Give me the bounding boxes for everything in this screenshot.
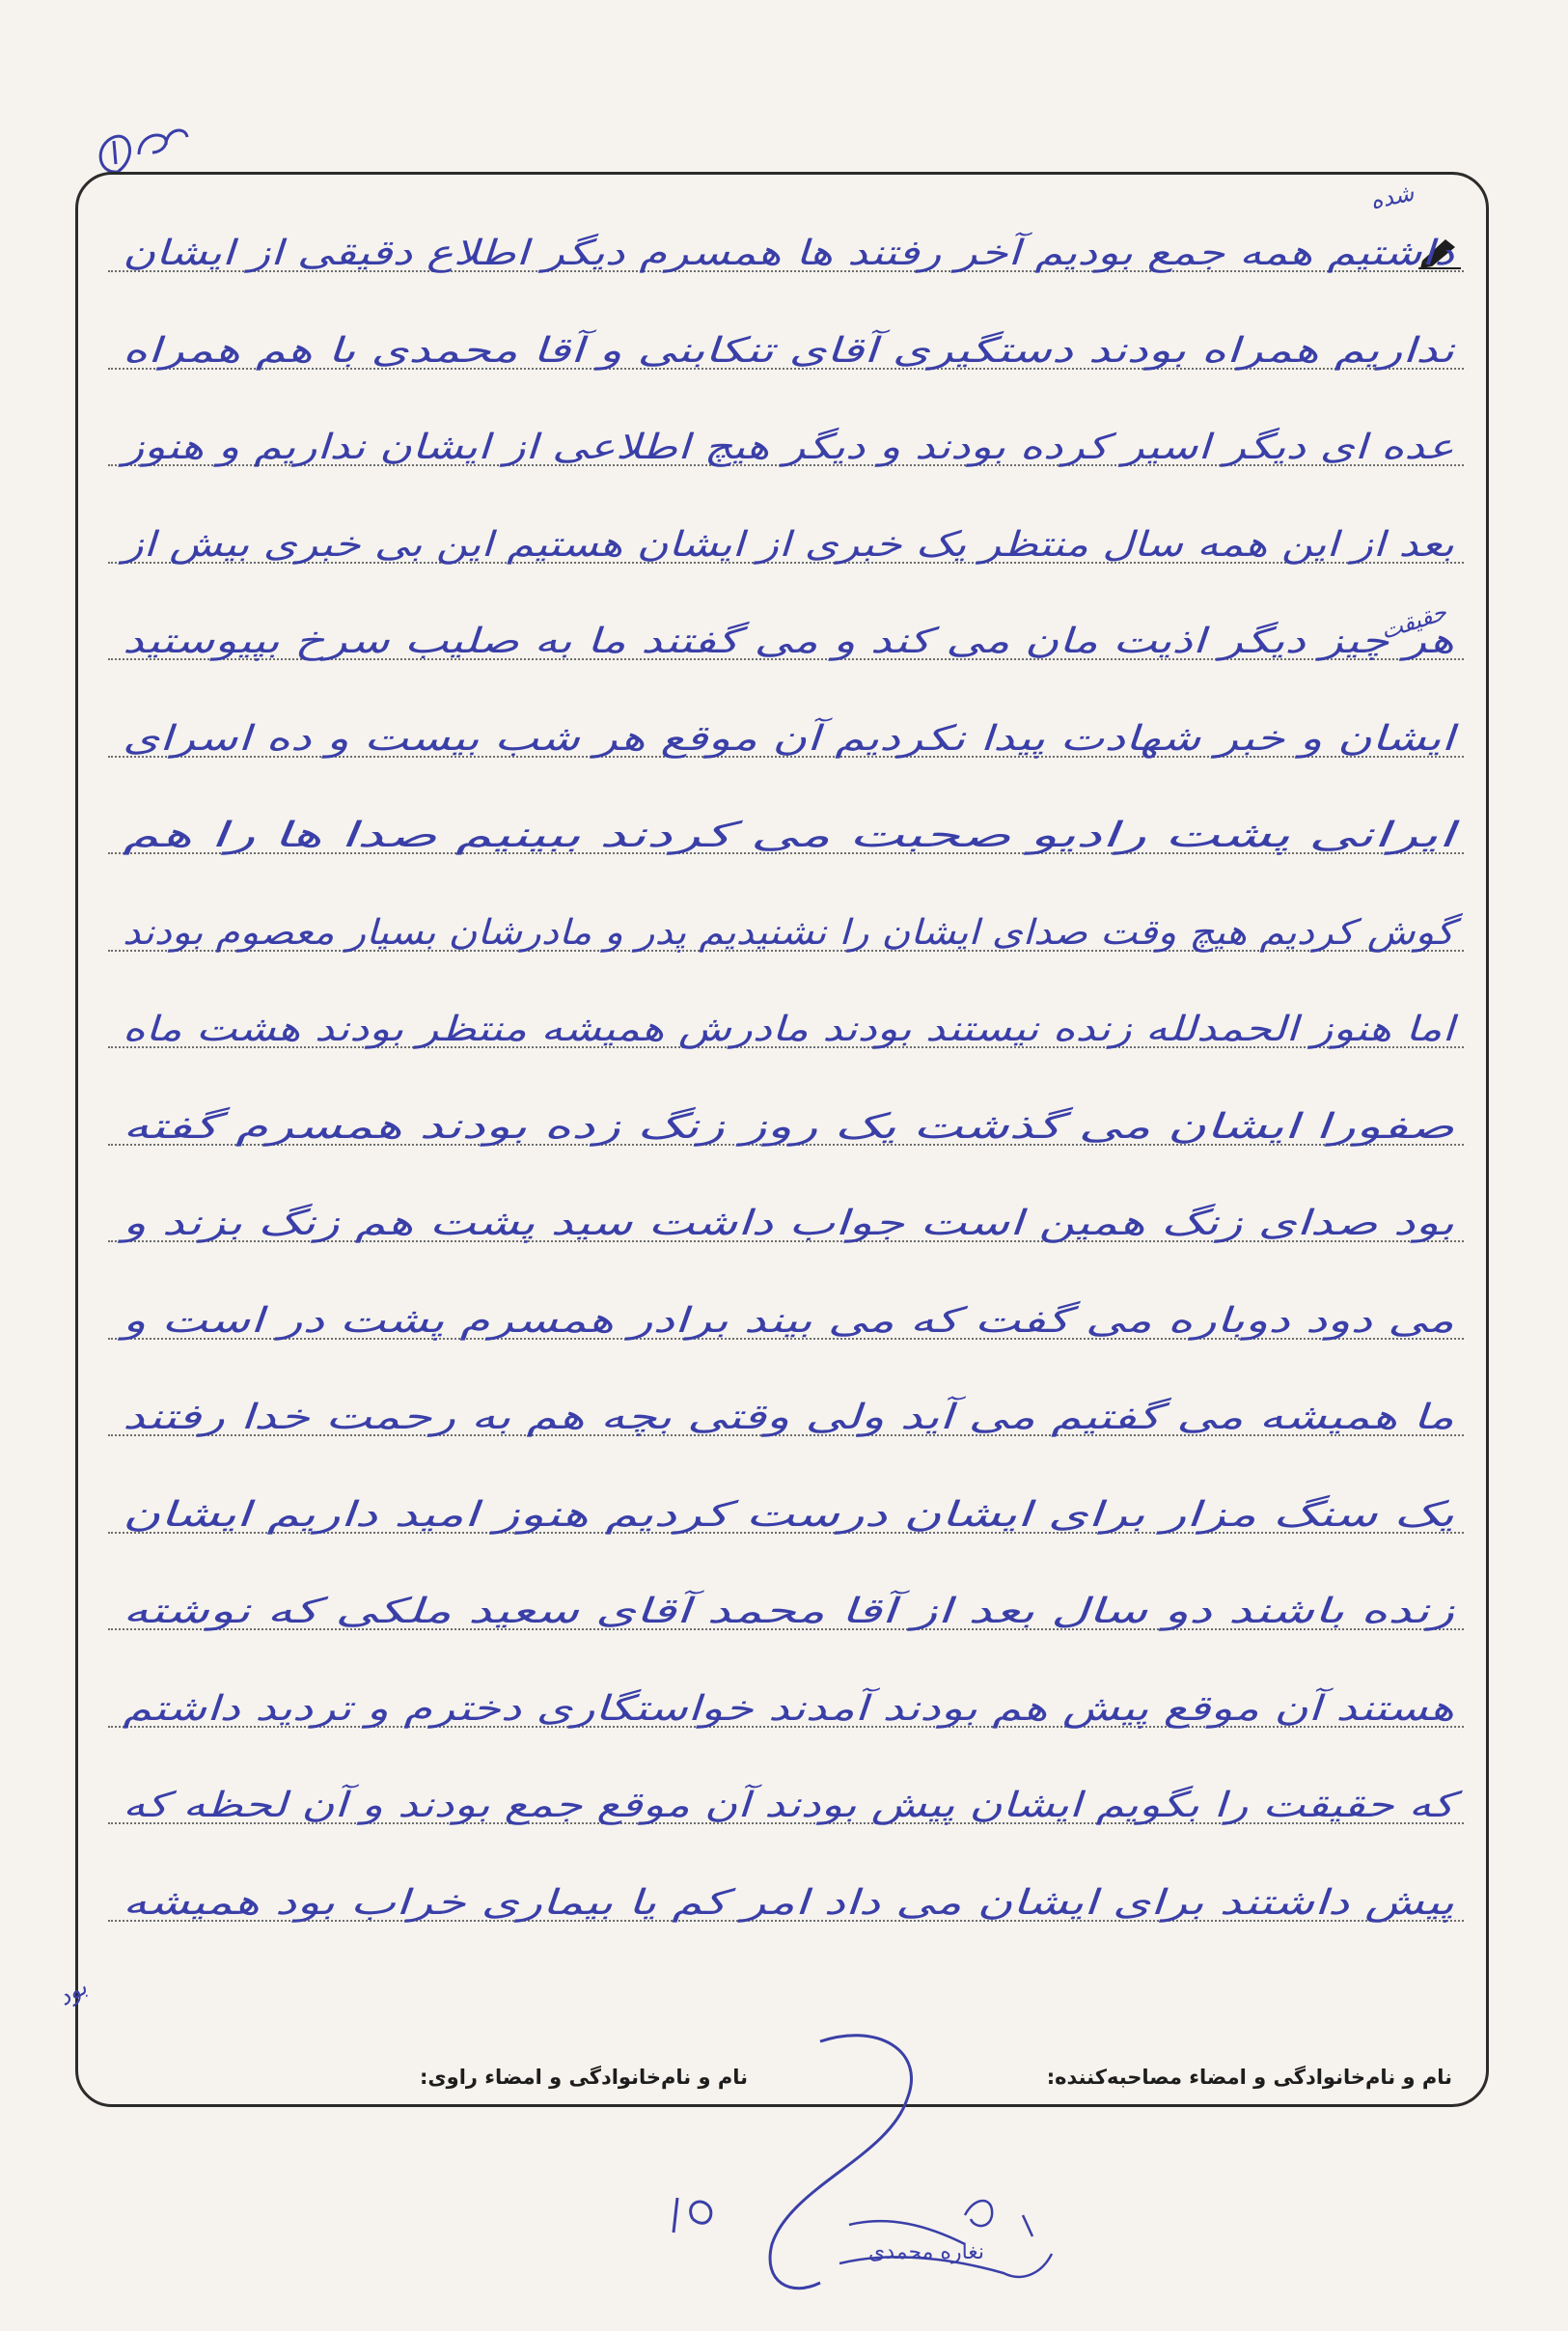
handwritten-line [108,589,1469,676]
margin-note: شده [1367,179,1417,215]
bottom-page-mark [656,2177,724,2244]
handwritten-line-text: زنده باشند دو سال بعد از آقا محمد آقای سعید ملکی که نوشته [123,1592,1019,1631]
handwritten-line [108,977,1469,1064]
handwritten-line-text: نداریم همراه بودند دستگیری آقای تنکابنی و آقا محمدی با هم همراه [123,330,1089,371]
handwritten-line-text: ما همیشه می گفتیم می آید ولی وقتی بچه هم به رحمت خدا رفتند [123,1398,1069,1437]
interviewer-signature-label: نام و نام‌خانوادگی و امضاء مصاحبه‌کننده: [1046,2066,1452,2089]
handwritten-line-text: بعد از این همه سال منتظر یک خبری از ایشان هستیم این بی خبری بیش از [118,524,1454,565]
handwritten-line-text: هستند آن موقع پیش هم بودند آمدند خواستگاری دخترم و تردید داشتم [123,1688,1118,1729]
handwritten-line [108,201,1469,288]
handwritten-line-text: ایرانی پشت رادیو صحبت می کردند ببینیم صدا ها را هم [123,816,1461,855]
margin-note: حقیقت [1377,597,1450,646]
handwritten-line-text: اما هنوز الحمدلله زنده نیستند بودند مادرش همیشه منتظر بودند هشت ماه [123,1010,1460,1049]
handwritten-line [108,686,1469,773]
handwritten-line-text: که حقیقت را بگویم ایشان پیش بودند آن موقع جمع بودند و آن لحظه که [123,1786,1147,1825]
narrator-signature-label: نام و نام‌خانوادگی و امضاء راوی: [420,2066,748,2089]
handwritten-line [108,298,1469,385]
handwritten-line-text: هر چیز دیگر اذیت مان می کند و می گفتند ما به صلیب سرخ بپیوستید [123,622,1114,661]
handwritten-line [108,1656,1469,1743]
handwritten-line [108,1559,1469,1646]
handwritten-line-text: گوش کردیم هیچ وقت صدای ایشان را نشنیدیم پدر و مادرشان بسیار معصوم بودند [123,912,1299,953]
handwritten-line [108,783,1469,870]
handwritten-line [108,1171,1469,1258]
handwritten-line-text: یک سنگ مزار برای ایشان درست کردیم هنوز امید داریم ایشان [123,1494,1022,1535]
handwritten-line [108,1462,1469,1549]
handwritten-line-text: داشتیم همه جمع بودیم آخر رفتند ها همسرم دیگر اطلاع دقیقی از ایشان [123,234,1153,273]
handwritten-line-text: بود صدای زنگ همین است جواب داشت سید پشت هم زنگ بزند و [123,1204,1064,1243]
handwritten-line-text: پیش داشتند برای ایشان می داد امر کم یا بیماری خراب بود همیشه [123,1882,1454,1923]
handwritten-line [108,880,1469,967]
handwritten-line-text: ایشان و خبر شهادت پیدا نکردیم آن موقع هر شب بیست و ده اسرای [123,718,1107,759]
signature-name: نغاره محمدی [867,2240,985,2264]
handwritten-line [108,1074,1469,1161]
margin-note: بود [52,1973,92,2012]
handwritten-line [108,395,1469,482]
handwritten-line [108,1753,1469,1840]
interviewer-signature [733,2022,1081,2312]
handwritten-line-text: می دود دوباره می گفت که می بیند برادر همسرم پشت در است و [123,1300,1074,1341]
handwritten-line-text: صفورا ایشان می گذشت یک روز زنگ زده بودند همسرم گفته [123,1106,1001,1147]
handwritten-line [108,1365,1469,1452]
handwritten-line [108,1850,1469,1937]
handwritten-line [108,1268,1469,1355]
handwritten-line [108,492,1469,579]
handwritten-line-text: عده ای دیگر اسیر کرده بودند و دیگر هیچ اطلاعی از ایشان نداریم و هنوز [123,428,1164,467]
